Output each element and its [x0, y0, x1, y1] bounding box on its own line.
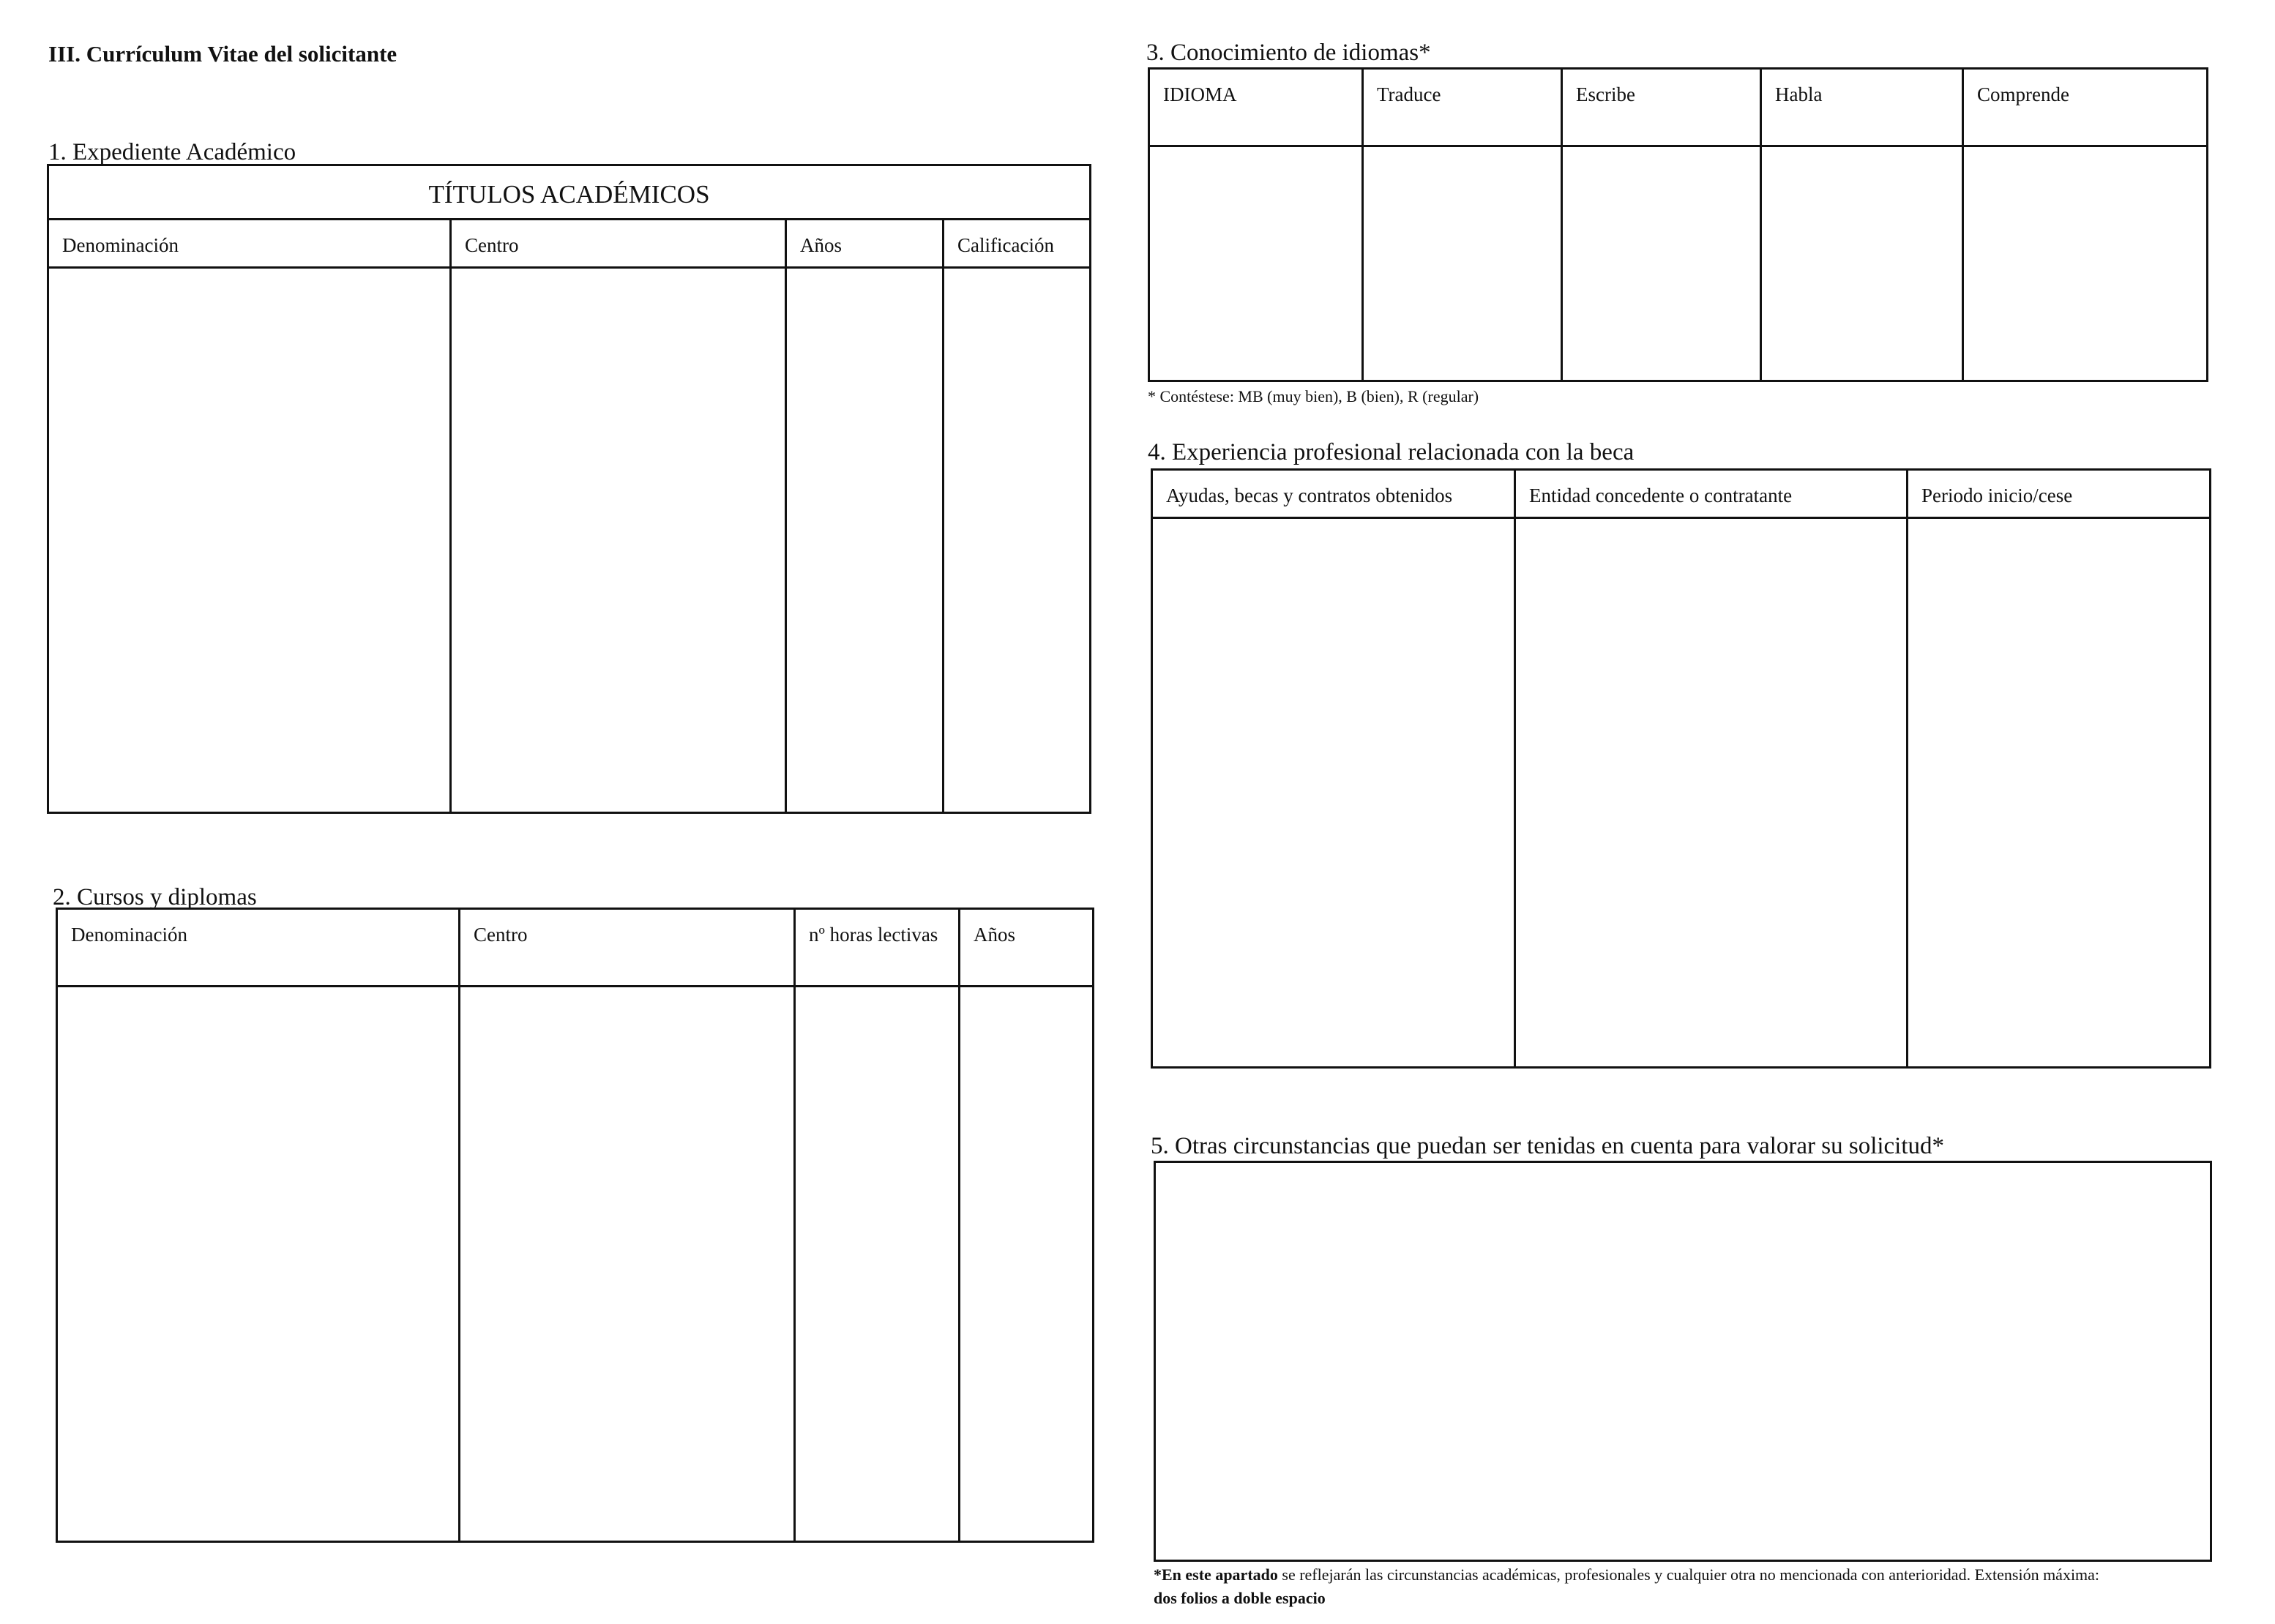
footnote-line-2: dos folios a doble espacio — [1154, 1588, 1326, 1607]
languages-table — [1148, 67, 2208, 382]
field-horas-lectivas[interactable] — [795, 987, 960, 1542]
footnote-text: se reflejarán las circunstancias académicas, profesionales y cualquier otra no mencionada con anterioridad. Extensión máxima: — [1277, 1565, 2100, 1584]
header-traduce: Traduce — [1363, 69, 1562, 146]
experience-table — [1151, 468, 2211, 1069]
header-denominacion: Denominación — [57, 909, 460, 987]
header-habla: Habla — [1761, 69, 1963, 146]
field-idioma[interactable] — [1149, 146, 1363, 381]
header-periodo: Periodo inicio/cese — [1908, 470, 2211, 518]
field-centro[interactable] — [460, 987, 795, 1542]
header-entidad: Entidad concedente o contratante — [1515, 470, 1908, 518]
header-anos: Años — [786, 220, 944, 268]
footnote-bold-prefix: *En este apartado — [1154, 1565, 1278, 1584]
section-1-label: 1. Expediente Académico — [48, 139, 296, 165]
header-denominacion: Denominación — [48, 220, 451, 268]
other-circumstances-footnote — [1154, 1563, 2252, 1610]
field-comprende[interactable] — [1963, 146, 2208, 381]
section-5-label: 5. Otras circunstancias que puedan ser tenidas en cuenta para valorar su solicitud* — [1151, 1133, 1945, 1159]
field-anos[interactable] — [960, 987, 1094, 1542]
field-calificacion[interactable] — [944, 268, 1091, 813]
header-idioma: IDIOMA — [1149, 69, 1363, 146]
header-ayudas-becas: Ayudas, becas y contratos obtenidos — [1152, 470, 1515, 518]
section-4-label: 4. Experiencia profesional relacionada con la beca — [1148, 439, 1635, 465]
field-denominacion[interactable] — [57, 987, 460, 1542]
academic-record-table — [47, 164, 1091, 814]
header-centro: Centro — [460, 909, 795, 987]
header-anos: Años — [960, 909, 1094, 987]
page-title: III. Currículum Vitae del solicitante — [48, 41, 397, 67]
field-entidad[interactable] — [1515, 518, 1908, 1068]
section-2-label: 2. Cursos y diplomas — [53, 884, 257, 910]
header-comprende: Comprende — [1963, 69, 2208, 146]
field-traduce[interactable] — [1363, 146, 1562, 381]
other-circumstances-field[interactable] — [1154, 1161, 2212, 1562]
section-3-label: 3. Conocimiento de idiomas* — [1146, 40, 1431, 66]
field-escribe[interactable] — [1562, 146, 1761, 381]
header-horas-lectivas: nº horas lectivas — [795, 909, 960, 987]
field-periodo[interactable] — [1908, 518, 2211, 1068]
header-calificacion: Calificación — [944, 220, 1091, 268]
languages-footnote: * Contéstese: MB (muy bien), B (bien), R (regular) — [1148, 387, 1479, 405]
header-escribe: Escribe — [1562, 69, 1761, 146]
field-anos[interactable] — [786, 268, 944, 813]
academic-titles-caption: TÍTULOS ACADÉMICOS — [48, 165, 1091, 220]
field-habla[interactable] — [1761, 146, 1963, 381]
courses-table — [56, 908, 1094, 1543]
field-denominacion[interactable] — [48, 268, 451, 813]
field-centro[interactable] — [451, 268, 786, 813]
header-centro: Centro — [451, 220, 786, 268]
field-ayudas-becas[interactable] — [1152, 518, 1515, 1068]
